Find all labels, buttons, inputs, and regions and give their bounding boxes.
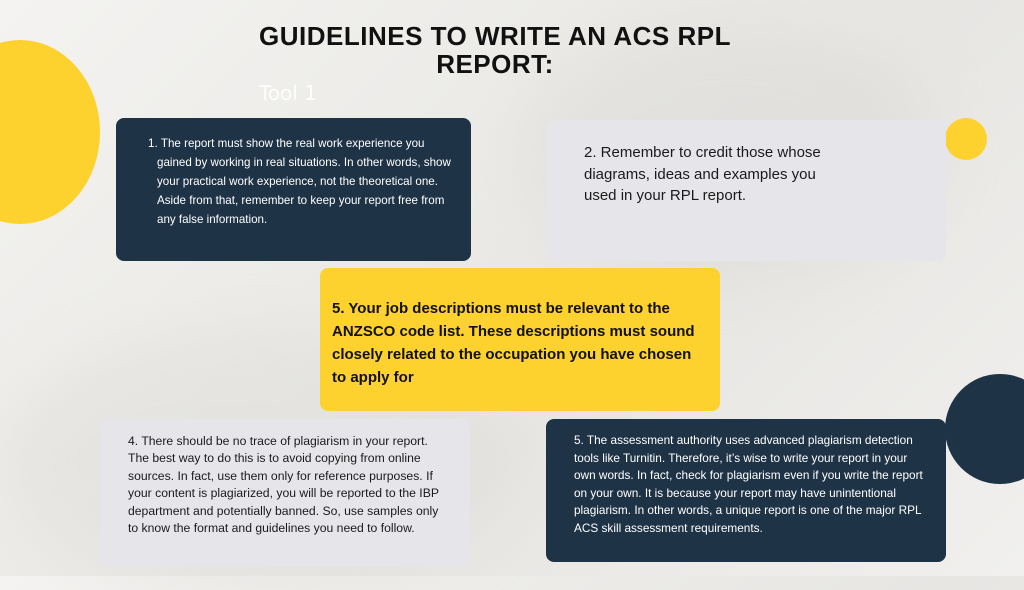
guideline-card-1 xyxy=(116,118,471,261)
guideline-card-highlight xyxy=(320,268,720,411)
guideline-text-5: 5. The assessment authority uses advanced plagiarism detection tools like Turnitin. Therefore, it’s wise to write your report in your own words. In fact, check for plagiarism even if you write the report on your own. It is because your report may have unintentional plagiarism. In other words, a unique report is one of the major RPL ACS skill assessment requirements. xyxy=(574,433,923,535)
guideline-card-4 xyxy=(101,419,470,567)
guideline-text-2: 2. Remember to credit those whose diagrams, ideas and examples you used in your RPL report. xyxy=(584,144,821,204)
guideline-text-4: 4. There should be no trace of plagiarism in your report. The best way to do this is to avoid copying from online sources. In fact, use them only for reference purposes. If your content is plagiarized, you will be reported to the IBP department and potentially banned. So, use samples only to know the format and guidelines you need to follow. xyxy=(128,434,439,536)
guideline-card-2 xyxy=(546,120,946,261)
page-title: GUIDELINES TO WRITE AN ACS RPL REPORT: xyxy=(259,21,731,79)
yellow-circle-left xyxy=(0,40,100,224)
guideline-body-1: The report must show the real work experience you gained by working in real situations. In other words, show your practical work experience, not the theoretical one. Aside from that, remember to keep your report free from any false information. xyxy=(157,137,451,226)
guideline-card-5 xyxy=(546,419,946,562)
guideline-text-1 xyxy=(148,134,451,229)
guideline-text-3: 5. Your job descriptions must be relevant to the ANZSCO code list. These descriptions must sound closely related to the occupation you have chosen to apply for xyxy=(332,300,695,386)
guideline-number-1: 1. xyxy=(148,137,158,150)
yellow-circle-small xyxy=(945,118,987,160)
navy-circle-right xyxy=(945,374,1024,484)
faint-label: Tool 1 xyxy=(259,81,317,105)
